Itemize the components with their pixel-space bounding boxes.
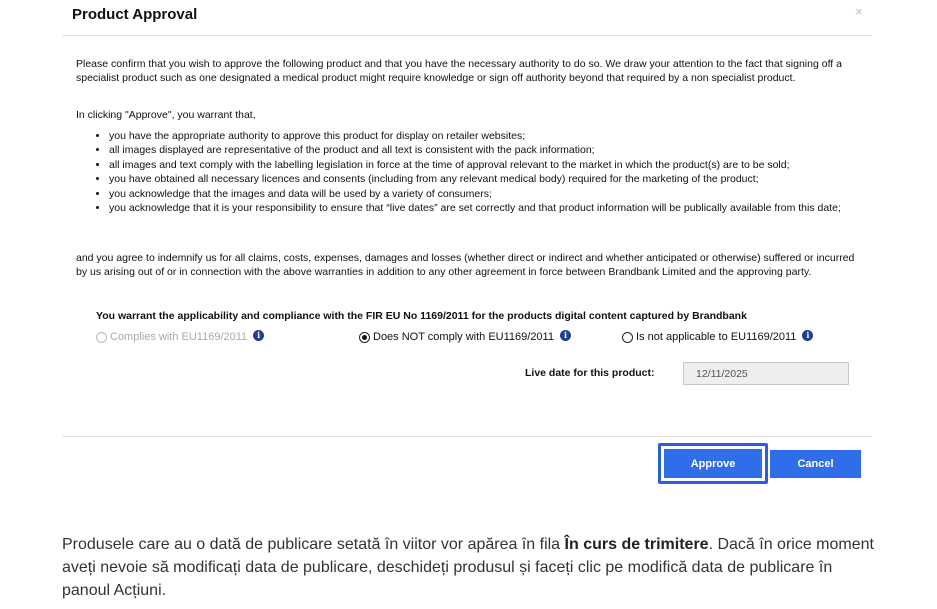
info-circle-icon[interactable]: i — [802, 330, 813, 341]
intro-paragraph: Please confirm that you wish to approve the following product and that you have the necessary authority to do so. We draw your attention to the fact that signing off a specialist product such as one designated a medical product might require knowledge or sign off authority beyond that required by a non specialist product. — [76, 58, 842, 85]
live-date-label: Live date for this product: — [525, 367, 655, 379]
help-text-tab-name: În curs de trimitere — [564, 536, 709, 553]
footer-divider — [62, 436, 872, 437]
list-item: • you have obtained all necessary licences and consents (including from any relevant medical body) required for the marketing of the product; — [109, 172, 894, 186]
live-date-input[interactable] — [683, 362, 849, 385]
info-circle-icon[interactable]: i — [560, 330, 571, 341]
indemnify-paragraph: and you agree to indemnify us for all claims, costs, expenses, damages and losses (whether direct or indirect and whether anticipated or otherwise) suffered or incurred by us arising out of or in connection with the above warranties in addition to any other agreement in force between Brandbank Limited and the approving party. — [76, 252, 855, 279]
close-icon[interactable]: × — [855, 4, 863, 19]
clicking-paragraph: In clicking "Approve", you warrant that, — [76, 109, 256, 121]
list-item: • all images displayed are representative of the product and all text is consistent with the pack information; — [109, 143, 894, 157]
compliance-heading: You warrant the applicability and compliance with the FIR EU No 1169/2011 for the products digital content captured by Brandbank — [96, 310, 747, 322]
radio-label-not-applicable: Is not applicable to EU1169/2011 — [636, 331, 797, 343]
radio-button[interactable] — [96, 332, 107, 343]
radio-does-not-comply[interactable] — [359, 331, 571, 343]
radio-button-selected[interactable] — [359, 332, 370, 343]
help-text-start: Produsele care au o dată de publicare setată în viitor vor apărea în fila — [62, 536, 565, 553]
radio-label-does-not-comply: Does NOT comply with EU1169/2011 — [373, 331, 554, 343]
header-divider — [62, 35, 872, 36]
modal-title: Product Approval — [72, 6, 198, 23]
radio-label-complies: Complies with EU1169/2011 — [110, 331, 248, 343]
approve-button[interactable]: Approve — [664, 449, 762, 478]
list-item: • you have the appropriate authority to approve this product for display on retailer websites; — [109, 129, 894, 143]
list-item: • you acknowledge that it is your responsibility to ensure that “live dates” are set correctly and that product information will be publically available from this date; — [109, 201, 894, 215]
info-circle-icon[interactable]: i — [253, 330, 264, 341]
help-paragraph — [62, 533, 874, 602]
warranty-list — [76, 129, 894, 215]
radio-not-applicable[interactable] — [622, 331, 813, 343]
list-item: • all images and text comply with the labelling legislation in force at the time of approval relevant to the market in which the product(s) are to be sold; — [109, 158, 894, 172]
approve-focus-ring — [658, 443, 768, 484]
cancel-button[interactable]: Cancel — [770, 450, 861, 478]
radio-button[interactable] — [622, 332, 633, 343]
list-item: • you acknowledge that the images and data will be used by a variety of consumers; — [109, 187, 894, 201]
help-text-end: . Dacă în orice moment aveți nevoie să modificați data de publicare, deschideți produsul și faceți clic pe modifică data de publicare în panoul Acțiuni. — [62, 536, 874, 599]
radio-complies[interactable] — [96, 331, 264, 343]
